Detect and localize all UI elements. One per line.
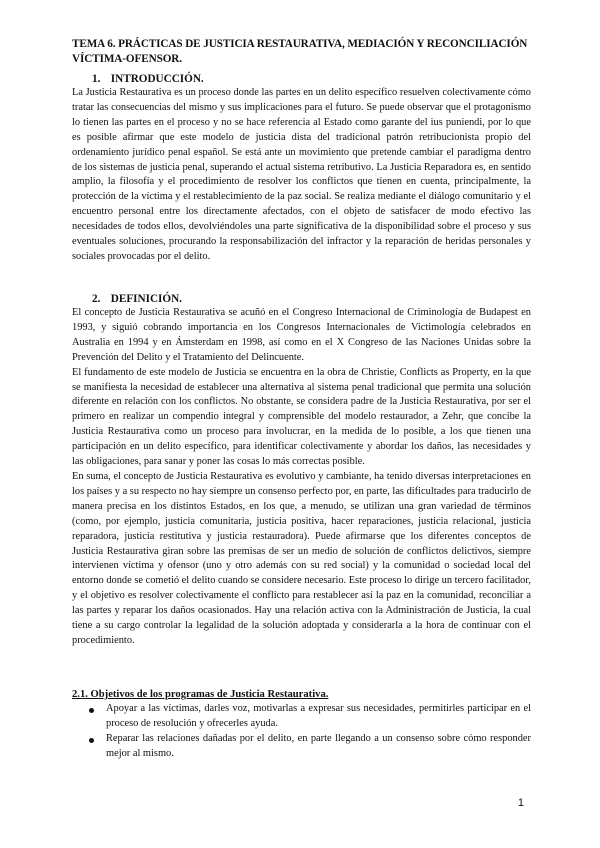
section-number: 2.: [92, 293, 101, 305]
document-title: TEMA 6. PRÁCTICAS DE JUSTICIA RESTAURATIVA, MEDIACIÓN Y RECONCILIACIÓN VÍCTIMA-OFENSOR.: [72, 38, 528, 65]
section-number: 1.: [92, 73, 101, 85]
section-title: INTRODUCCIÓN.: [110, 73, 204, 85]
section-heading-introduccion: [92, 72, 204, 86]
objectives-list: [72, 702, 531, 762]
list-item: [72, 732, 531, 762]
definition-paragraph: El concepto de Justicia Restaurativa se acuñó en el Congreso Internacional de Criminología de Budapest en 1993, y siguió cobrando importancia en los Congresos Internacionales de Victimología celebrados en Australia en 1994 y en Ámsterdam en 1998, así como en el X Congreso de las Naciones Unidas sobre la Prevención del Delito y el Tratamiento del Delincuente.: [72, 307, 531, 363]
definition-body: [72, 306, 531, 649]
page-number: 1: [517, 797, 524, 809]
definition-paragraph: El fundamento de este modelo de Justicia se encuentra en la obra de Christie, Conflicts as Property, en la que se manifiesta la necesidad de establecer una alternativa al sistema penal tradicional que permita una solución diferente en relación con los conflictos. No obstante, se considera padre de la Justicia Restaurativa, por ser el primero en realizar un compendio integral y comprensible del modelo restaurador, a Zehr, que concibe la Justicia Restaurativa como un proceso para involucrar, en la medida de lo posible, a los que tienen una participación en un delito específico, para identificar colectivamente y abordar los daños, las necesidades y las obligaciones, para sanar y poner las cosas lo más correctas posible.: [72, 366, 531, 468]
list-item-text: Apoyar a las víctimas, darles voz, motivarlas a expresar sus necesidades, permitirles participar en el proceso de resolución y ofrecerles ayuda.: [106, 703, 531, 729]
bullet-icon: [89, 738, 94, 743]
list-item-text: Reparar las relaciones dañadas por el delito, en parte llegando a un consenso sobre cómo responder mejor al mismo.: [106, 732, 531, 759]
section-title: DEFINICIÓN.: [110, 293, 182, 305]
list-item: [72, 702, 531, 732]
intro-paragraph: La Justicia Restaurativa es un proceso donde las partes en un delito específico resuelven colectivamente cómo tratar las consecuencias del mismo y sus implicaciones para el futuro. Se puede observar que el protagonismo lo tienen las partes en el proceso y no se hace referencia al Estado como garante del ius puniendi, por lo que es posible afirmar que este modelo de justicia dista del tradicional patrón retribucionista propio del ordenamiento jurídico penal español. Se está ante un movimiento que pretende cambiar el paradigma dentro de los sistemas de justicia penal, superando el actual sistema retributivo. La Justicia Reparadora es, en sentido amplio, la filosofía y el procedimiento de resolver los conflictos que tienen en cuenta, principalmente, la protección de la víctima y el restablecimiento de la paz social. Se realiza mediante el diálogo comunitario y el encuentro personal entre los directamente afectados, con el objeto de satisfacer de modo efectivo las necesidades de todos ellos, devolviéndoles una parte significativa de la disponibilidad sobre el proceso y sus eventuales soluciones, procurando la responsabilización del infractor y la reparación de heridas personales y sociales provocadas por el delito.: [72, 87, 531, 262]
section-heading-definicion: [92, 292, 182, 306]
intro-body: [72, 86, 531, 265]
subsection-heading-objetivos: 2.1. Objetivos de los programas de Justicia Restaurativa.: [72, 689, 329, 700]
definition-paragraph: En suma, el concepto de Justicia Restaurativa es evolutivo y cambiante, ha tenido diversas interpretaciones en los países y a su respecto no hay siempre un consenso perfecto por, en parte, las dificultades para traducirlo de manera precisa en los distintos Estados, en los que, a menudo, se utilizan una gran variedad de términos (como, por ejemplo, justicia comunitaria, justicia positiva, hacer reparaciones, justicia relacional, justicia reparadora, justicia restitutiva y justicia restauradora). Puede afirmarse que los diferentes conceptos de Justicia Restaurativa giran sobre las premisas de ser un medio de solución de conflictos delictivos, siempre intervienen víctima y ofensor (uno y otro además con su red social) y la comunidad o sociedad local del entorno donde se cometió el delito cuando se considere necesario. Este proceso lo dirige un tercero facilitador, y el objetivo es resolver colectivamente el conflicto para restablecer así la paz en la comunidad, reconciliar a las partes y reparar los daños ocasionados. Hay una relación activa con la Administración de Justicia, la cual tiene a su cargo controlar la legalidad de la solución adoptada y considerarla a la hora de continuar con el procedimiento.: [72, 470, 531, 646]
bullet-icon: [89, 708, 94, 713]
